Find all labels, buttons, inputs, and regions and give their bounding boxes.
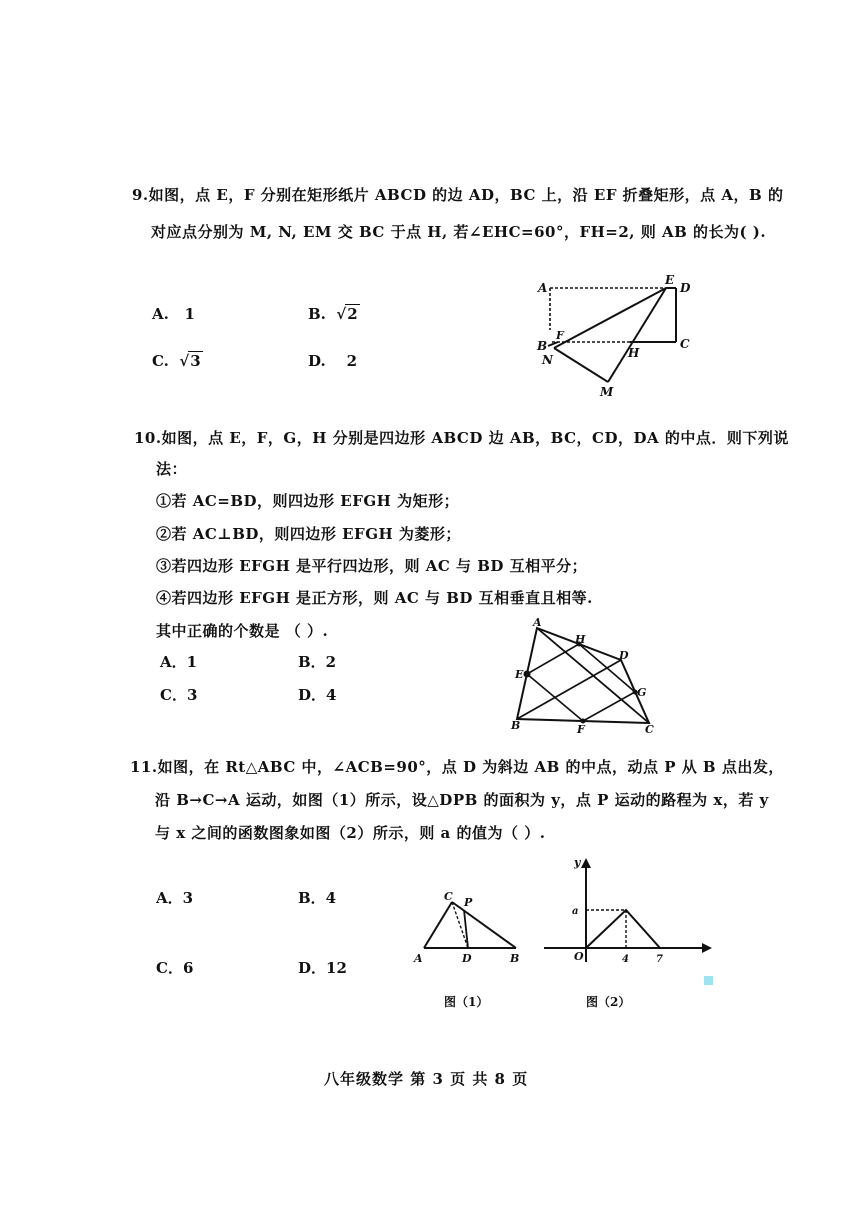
q9-segment-EM [608, 288, 666, 382]
q9-segment-NM [554, 348, 608, 382]
q9-option-b [308, 305, 360, 323]
q9-line1: 9.如图，点 E，F 分别在矩形纸片 ABCD 的边 AD，BC 上，沿 EF 折叠矩形，点 A，B 的 [132, 186, 784, 204]
q9-label-B: B [537, 339, 548, 353]
q10-label-C: C [645, 723, 654, 736]
q10-question: 其中正确的个数是 （ ）. [156, 622, 329, 640]
q9-option-a-label: A. [152, 305, 169, 323]
q10-label-G: G [637, 686, 647, 699]
q11-fig2-label-a: a [572, 906, 579, 917]
q10-option-d: D．4 [298, 686, 337, 704]
q11-fig1-caption: 图（1） [444, 995, 489, 1009]
q10-option-c: C．3 [160, 686, 198, 704]
q11-line1: 11.如图，在 Rt△ABC 中，∠ACB=90°，点 D 为斜边 AB 的中点，动点 P 从 B 点出发， [130, 758, 784, 776]
q11-fig1-label-C: C [444, 890, 453, 903]
q9-label-D: D [680, 281, 691, 295]
q9-option-c [152, 352, 203, 370]
q11-line2: 沿 B→C→A 运动，如图（1）所示，设△DPB 的面积为 y，点 P 运动的路程为 x，若 y [155, 791, 769, 809]
q10-option-a: A．1 [160, 653, 198, 671]
q9-segment-EF [554, 288, 666, 348]
q11-fig1-label-B: B [510, 952, 520, 965]
q11-option-a: A．3 [156, 889, 194, 907]
q11-segment-AC [424, 902, 452, 948]
q9-label-H: H [628, 346, 640, 360]
q9-option-c-sqrt [179, 352, 202, 370]
q11-option-b: B．4 [298, 889, 337, 907]
q10-label-D: D [619, 649, 629, 662]
q10-line1: 10.如图，点 E，F，G，H 分别是四边形 ABCD 边 AB，BC，CD，DA 的中点．则下列说 [134, 429, 789, 447]
q11-fig2-caption: 图（2） [586, 995, 631, 1009]
q9-option-d-label: D. [308, 352, 326, 370]
q10-label-A: A [533, 616, 542, 629]
x-axis-arrow-icon [702, 943, 712, 953]
q9-option-b-label: B. [308, 305, 326, 323]
q9-label-C: C [680, 337, 690, 351]
q11-fig2-label-y: y [574, 856, 581, 869]
q11-fig2-label-4: 4 [622, 954, 629, 965]
q9-option-d-value: 2 [346, 352, 358, 370]
function-graph [586, 910, 660, 948]
q11-option-d: D．12 [298, 959, 347, 977]
q10-line2: 法： [156, 460, 188, 478]
q11-figure-2 [540, 852, 720, 972]
q10-figure [505, 615, 675, 740]
q9-option-c-label: C. [152, 352, 169, 370]
q11-line3: 与 x 之间的函数图象如图（2）所示，则 a 的值为（ ）. [155, 824, 546, 842]
q10-point-E [524, 671, 531, 678]
q9-option-a [152, 305, 195, 323]
q9-label-A: A [538, 281, 548, 295]
q9-option-a-value: 1 [184, 305, 195, 323]
scan-mark [704, 976, 713, 985]
radical-sign: √ [179, 352, 190, 370]
q10-statement-4: ④若四边形 EFGH 是正方形，则 AC 与 BD 互相垂直且相等. [156, 589, 593, 607]
q10-statement-1: ①若 AC=BD，则四边形 EFGH 为矩形； [156, 492, 460, 510]
q11-fig2-label-7: 7 [656, 954, 663, 965]
q10-statement-2: ②若 AC⊥BD，则四边形 EFGH 为菱形； [156, 525, 461, 543]
radicand: 2 [347, 305, 358, 323]
q9-label-F: F [556, 329, 564, 342]
q11-segment-CB [452, 902, 516, 948]
q10-label-E: E [515, 668, 524, 681]
q11-option-c: C．6 [156, 959, 194, 977]
q9-line2: 对应点分别为 M, N, EM 交 BC 于点 H, 若∠EHC=60°，FH=2, 则 AB 的长为( ). [151, 223, 767, 241]
q10-statement-3: ③若四边形 EFGH 是平行四边形，则 AC 与 BD 互相平分； [156, 557, 588, 575]
q11-fig1-label-A: A [414, 952, 423, 965]
q11-fig2-label-O: O [574, 950, 584, 963]
q9-label-E: E [665, 273, 675, 287]
q9-option-b-sqrt [336, 305, 359, 323]
q9-figure [530, 272, 710, 402]
y-axis-arrow-icon [581, 858, 591, 868]
page-footer: 八年级数学 第 3 页 共 8 页 [324, 1070, 529, 1088]
q11-figure-1 [408, 888, 528, 968]
radicand: 3 [190, 352, 201, 370]
q9-label-N: N [542, 353, 553, 367]
radical-sign: √ [336, 305, 347, 323]
q10-label-B: B [511, 719, 521, 732]
q10-option-b: B．2 [298, 653, 337, 671]
q9-option-d [308, 352, 357, 370]
q10-label-H: H [575, 633, 586, 646]
q10-label-F: F [577, 723, 585, 736]
q9-label-M: M [600, 385, 614, 399]
q11-fig1-label-P: P [464, 896, 473, 909]
q11-fig1-label-D: D [462, 952, 472, 965]
